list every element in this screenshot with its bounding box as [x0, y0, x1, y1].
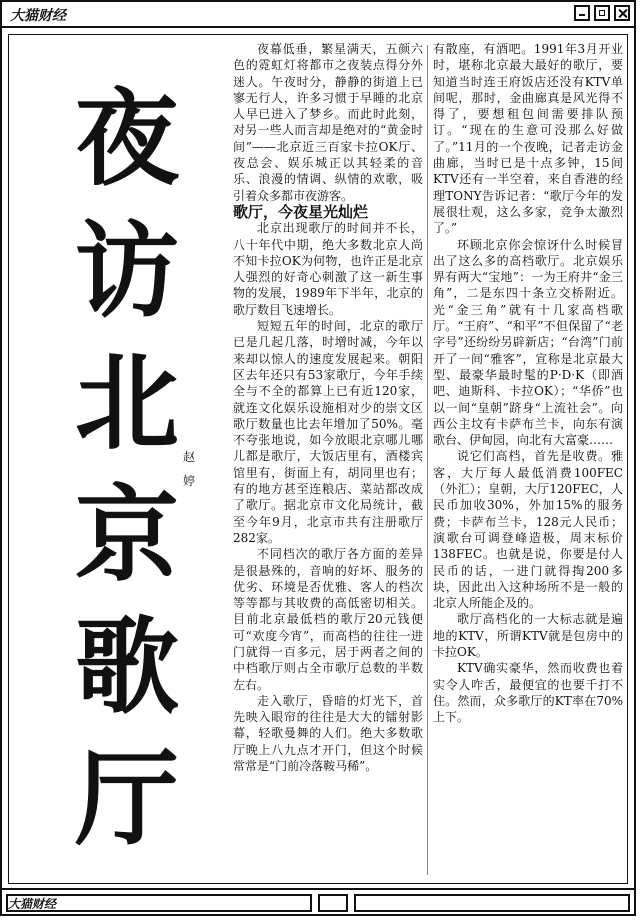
headline-char: 北: [74, 342, 179, 464]
body-paragraph: 环顾北京你会惊讶什么时候冒出了这么多的高档歌厅。北京娱乐界有两大“宝地”：一为王府井“金三角”，二是东四十条立交桥附近。光“金三角”就有十几家高档歌厅。“王府”、“和平”不但保留了“老字号”还纷纷另辟新店；“台湾”门前开了一间“雅客”，宣称是北京最大型、最豪华最时髦的P·D·K（即酒吧、迪斯科、卡拉OK）；“华侨”也以一间“皇朝”跻身“上流社会”。向西公主坟有卡萨布兰卡，向东有演歌台、伊甸园，向北有大富豪……: [433, 237, 623, 448]
article-column-1: [233, 41, 423, 774]
column-divider: [427, 45, 428, 875]
body-paragraph: 短短五年的时间，北京的歌厅已是几起几落，时增时减，今年以来却以惊人的速度发展起来。朝阳区去年还只有53家歌厅，今年手续全与不全的都算上已有近120家，就连文化娱乐设施相对少的崇文区歌厅数量也比去年增加了50%。毫不夸张地说，如今放眼北京哪儿哪儿都是歌厅，大饭店里有，酒楼宾馆里有，街面上有，胡同里也有；有的地方甚至连粮店、菜站都改成了歌厅。据北京市文化局统计，截至今年9月，北京市共有注册歌厅282家。: [233, 319, 423, 545]
headline-char: 厅: [74, 738, 179, 860]
close-button[interactable]: [614, 5, 630, 21]
article-column-2: [433, 41, 623, 725]
window-title: 大猫财经: [10, 8, 66, 24]
section-subheading: 歌厅，今夜星光灿烂: [233, 202, 369, 221]
title-bar: [0, 0, 636, 28]
body-paragraph: 不同档次的歌厅各方面的差异是很悬殊的，音响的好坏、服务的优劣、环境是否优雅、客人的档次等等都与其收费的高低密切相关。目前北京最低档的歌厅20元钱便可“欢度今宵”，而高档的往往一进门就得一百多元，居于两者之间的中档歌厅则占全市歌厅总数的半数左右。: [233, 547, 423, 692]
body-paragraph: 有散座，有酒吧。1991年3月开业时，堪称北京最大最好的歌厅，要知道当时连王府饭店还没有KTV单间呢，那时，金曲廊真是风光得不得了，要想租包间需要排队预订。“现在的生意可没那么好做了。”11月的一个夜晚，记者走访金曲廊，当时已是十点多钟，15间KTV还有一半空着，来自香港的经理TONY告诉记者：“歌厅今年的发展很壮观，这么多家，竞争太激烈了。”: [433, 42, 623, 236]
headline-char: 夜: [74, 78, 179, 200]
body-paragraph: 北京出现歌厅的时间并不长，八十年代中期，绝大多数北京人尚不知卡拉OK为何物，也许正是北京人强烈的好奇心刺激了这一新生事物的发展，1989年下半年，北京的歌厅数目飞速增长。: [233, 221, 423, 317]
intro-paragraph: 夜幕低垂，繁星满天，五颜六色的霓虹灯将都市之夜装点得分外迷人。午夜时分，静静的街道上已寥无行人，许多习惯于早睡的北京人早已进入了梦乡。而此时此刻，对另一些人而言却是绝对的“黄金时间”——北京近三百家卡拉OK厅、夜总会、娱乐城正以其轻柔的音乐、浪漫的情调、纵情的欢歌，吸引着众多都市夜游客。: [233, 42, 423, 203]
body-paragraph: 歌厅高档化的一大标志就是遍地的KTV，所谓KTV就是包房中的卡拉OK。: [433, 612, 623, 659]
headline-char: 京: [74, 474, 179, 596]
headline-char: 访: [74, 210, 179, 332]
status-field-small: [318, 894, 348, 912]
status-bar: [0, 888, 636, 916]
status-title: 大猫财经: [8, 897, 57, 911]
document-viewport: [8, 34, 628, 884]
body-paragraph: 说它们高档，首先是收费。雅客，大厅每人最低消费100FEC（外汇）；皇朝，大厅120FEC，人民币加收30%，外加15%的服务费；卡萨布兰卡，128元人民币；演歌台可调登峰造极，周末标价138FEC。也就是说，你要是付人民币的话，一进门就得掏200多块，因此出入这种场所不是一般的北京人所能企及的。: [433, 449, 623, 611]
author-char: 婷: [182, 474, 195, 488]
headline-char: 歌: [74, 606, 179, 728]
author-char: 赵: [182, 450, 195, 464]
body-paragraph: KTV确实豪华，然而收费也着实令人咋舌，最便宜的也要千打不住。然而，众多歌厅的KT率在70%上下。: [433, 661, 623, 725]
status-field-right: [354, 894, 630, 912]
body-paragraph: 走入歌厅，昏暗的灯光下，首先映入眼帘的往往是大大的镭射影幕，轻歌曼舞的人们。绝大多数歌厅晚上八九点才开门，但这个时候常常是“门前冷落鞍马稀”。: [233, 693, 423, 774]
minimize-button[interactable]: [574, 5, 590, 21]
window-controls: [574, 5, 630, 21]
maximize-button[interactable]: [594, 5, 610, 21]
author-byline: [179, 445, 199, 493]
